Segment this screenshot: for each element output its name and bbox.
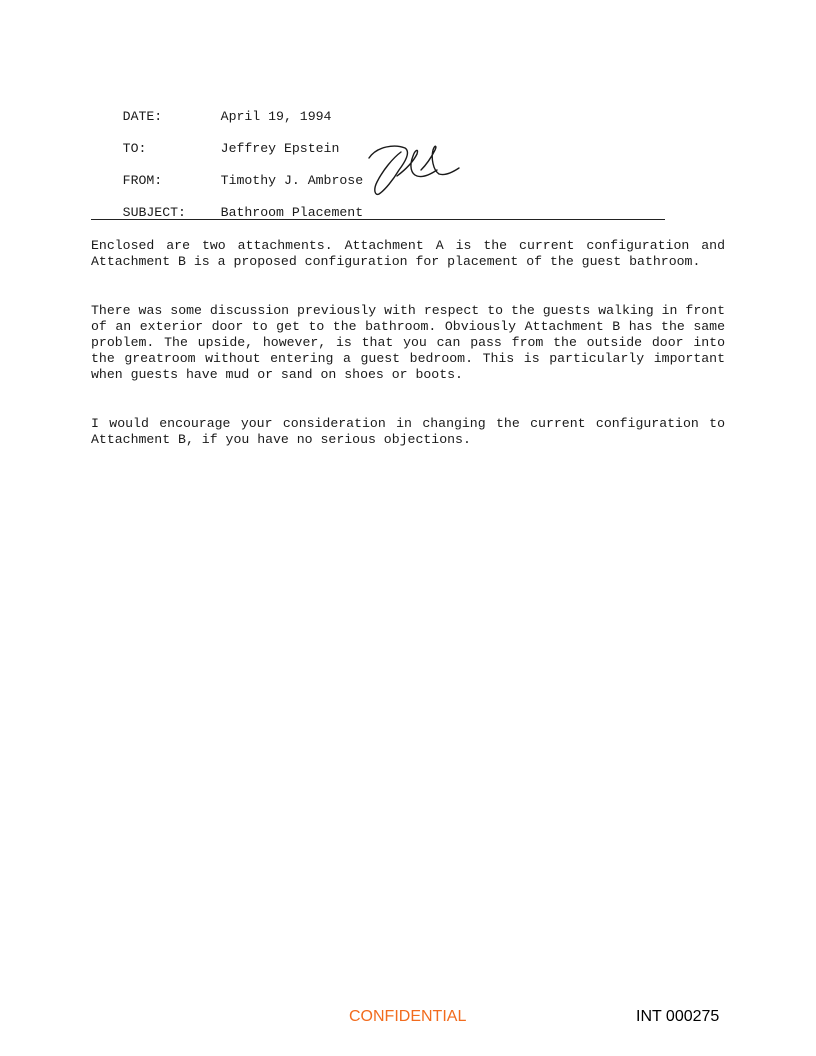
- subject-label: SUBJECT:: [122, 205, 186, 220]
- body-paragraph-2: There was some discussion previously with respect to the guests walking in front of an exterior door to get to the bathroom. Obviously Attachment B has the same problem. The upside, however, is that you can pass from the outside door into the greatroom without entering a guest bedroom. This is particularly important when guests have mud or sand on shoes or boots.: [91, 303, 725, 382]
- subject-row: [91, 189, 363, 237]
- confidential-stamp: CONFIDENTIAL: [349, 1008, 467, 1025]
- to-label: TO:: [122, 141, 147, 156]
- bates-number: INT 000275: [636, 1008, 720, 1025]
- to-value: Jeffrey Epstein: [220, 141, 340, 156]
- header-divider: [91, 219, 665, 220]
- body-paragraph-1: Enclosed are two attachments. Attachment A is the current configuration and Attachment B is a proposed configuration for placement of the guest bathroom.: [91, 238, 725, 269]
- from-value: Timothy J. Ambrose: [220, 173, 364, 188]
- date-value: April 19, 1994: [220, 109, 332, 124]
- body-paragraph-3: I would encourage your consideration in changing the current configuration to Attachment B, if you have no serious objections.: [91, 416, 725, 447]
- from-label: FROM:: [122, 173, 163, 188]
- subject-value: Bathroom Placement: [220, 205, 364, 220]
- handwritten-initials-signature: [365, 140, 465, 198]
- date-label: DATE:: [122, 109, 163, 124]
